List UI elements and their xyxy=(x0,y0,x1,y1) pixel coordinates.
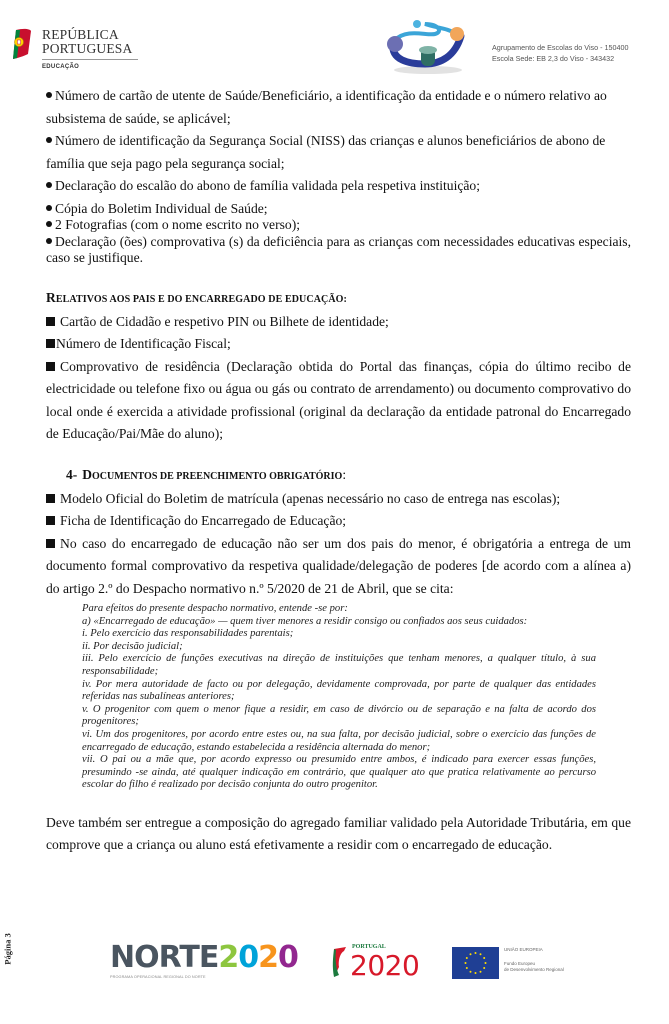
list-item-text: Ficha de Identificação do Encarregado de Educação; xyxy=(60,513,347,528)
list-item xyxy=(46,533,631,601)
eu-fund-line2: de Desenvolvimento Regional xyxy=(504,967,564,972)
list-item xyxy=(46,85,631,130)
quote-line: vii. O pai ou a mãe que, por acordo expresso ou presumido entre ambos, é indicado para exercer essas funções, presumindo -se ainda, até qualquer indicação em contrário, que qualquer ato que pratica relativamente ao percurso escolar do filho é realizado por decisão conjunta do outro progenitor. xyxy=(82,754,596,791)
list-item xyxy=(46,175,631,198)
quote-line: vi. Um dos progenitores, por acordo entre estes ou, na sua falta, por decisão judicial, sobre o exercício das funções de encarregado de educação, estando estabelecida a residência alternada do menor; xyxy=(82,728,596,753)
portugal-year: 2020 xyxy=(350,949,420,982)
republica-portuguesa-logo xyxy=(10,26,160,76)
bullet-icon xyxy=(46,221,52,227)
portugal2020-logo xyxy=(330,943,440,983)
section-number: 4- xyxy=(66,466,78,482)
list-item xyxy=(46,510,631,533)
norte-year-digit: 2 xyxy=(258,940,278,975)
title-colon: : xyxy=(342,466,347,482)
quote-line: iv. Por mera autoridade de facto ou por delegação, devidamente comprovada, por parte de qualquer das entidades referidas nas subalíneas anteriores; xyxy=(82,678,596,703)
bullet-icon xyxy=(46,182,52,188)
eu-title: UNIÃO EUROPEIA xyxy=(504,947,543,952)
mandatory-section-title xyxy=(46,464,631,488)
square-bullet-icon xyxy=(46,317,55,326)
republica-portuguesa-text xyxy=(42,28,132,56)
norte-year-digit: 0 xyxy=(238,940,259,975)
quote-line: v. O progenitor com quem o menor fique a residir, em caso de divórcio ou de separação e na falta de acordo dos progenitores; xyxy=(82,703,596,728)
page-footer xyxy=(0,935,669,990)
school-info xyxy=(492,42,629,64)
parents-documents-list xyxy=(46,311,631,446)
list-item xyxy=(46,130,631,175)
page-header xyxy=(0,0,669,85)
bullet-icon xyxy=(46,92,52,98)
list-item-text: Comprovativo de residência (Declaração obtida do Portal das finanças, cópia do último recibo de electricidade ou telefone fixo ou água ou gás ou contrato de arrendamento) ou documento comprovativo do local onde é exercida a atividade profissional (original da declaração da entidade patronal do Encarregado de Educação/Pai/Mãe do aluno); xyxy=(46,358,631,441)
list-item-text: Número de identificação da Segurança Social (NISS) das crianças e alunos beneficiários de abono de família que seja pago pela segurança social; xyxy=(46,133,606,171)
list-item-text: No caso do encarregado de educação não ser um dos pais do menor, é obrigatória a entrega de um documento formal comprovativo da respetiva qualidade/delegação de poderes [de acordo com a alínea a) do artigo 2.º do Despacho normativo n.º 5/2020 de 21 de Abril, que se cita: xyxy=(46,535,631,596)
square-bullet-icon xyxy=(46,539,55,548)
list-item-text: Cartão de Cidadão e respetivo PIN ou Bilhete de identidade; xyxy=(60,313,389,329)
eu-text xyxy=(504,947,564,973)
document-body xyxy=(46,85,631,856)
republic-line2: PORTUGUESA xyxy=(42,41,133,56)
list-item xyxy=(46,311,631,334)
list-item xyxy=(46,333,631,356)
student-documents-list xyxy=(46,85,631,267)
square-bullet-icon xyxy=(46,362,55,371)
list-item xyxy=(46,356,631,446)
list-item-text: Modelo Oficial do Boletim de matrícula (apenas necessário no caso de entrega nas escolas); xyxy=(60,490,561,506)
school-logo-icon xyxy=(383,14,473,76)
norte-year-digit: 0 xyxy=(277,940,298,975)
list-item-text: Declaração (ões) comprovativa (s) da deficiência para as crianças com necessidades educativas especiais, caso se justifique. xyxy=(46,233,631,265)
list-item-text: Cópia do Boletim Individual de Saúde; xyxy=(55,200,268,216)
legal-quote xyxy=(82,603,596,792)
list-item xyxy=(46,488,631,511)
bullet-icon xyxy=(46,205,52,211)
title-capital: R xyxy=(46,289,56,305)
ministry-label: EDUCAÇÃO xyxy=(42,64,80,70)
list-item-text: Número de Identificação Fiscal; xyxy=(56,336,231,351)
list-item-text: Número de cartão de utente de Saúde/Beneficiário, a identificação da entidade e o número relativo ao subsistema de saúde, se aplicável; xyxy=(46,88,607,126)
quote-line: ii. Por decisão judicial; xyxy=(82,640,183,652)
quote-line: iii. Pelo exercício de funções executivas na direção de instituições que tenham menores, a qualquer título, à sua responsabilidade; xyxy=(82,653,596,677)
quote-line: i. Pelo exercício das responsabilidades parentais; xyxy=(82,628,294,640)
norte-year-digit: 2 xyxy=(218,940,239,975)
list-item xyxy=(46,217,631,234)
list-item-text: 2 Fotografias (com o nome escrito no verso); xyxy=(55,217,301,232)
norte-word: NORTE xyxy=(110,940,219,975)
square-bullet-icon xyxy=(46,516,55,525)
title-rest: ELATIVOS AOS PAIS E DO ENCARREGADO DE EDUCAÇÃO: xyxy=(55,293,347,305)
school-name: Agrupamento de Escolas do Viso - 150400 xyxy=(492,43,629,52)
eu-fund-line1: Fundo Europeu xyxy=(504,961,536,966)
title-rest: OCUMENTOS DE PREENCHIMENTO OBRIGATÓRIO xyxy=(92,470,343,482)
mandatory-documents-list xyxy=(46,488,631,601)
norte-subtitle: PROGRAMA OPERACIONAL REGIONAL DO NORTE xyxy=(110,975,206,979)
quote-line: a) «Encarregado de educação» — quem tiver menores a residir consigo ou confiados aos seus cuidados: xyxy=(82,615,528,627)
parents-section-title xyxy=(46,287,631,311)
list-item-text: Declaração do escalão do abono de família validada pela respetiva instituição; xyxy=(55,178,480,193)
square-bullet-icon xyxy=(46,494,55,503)
quote-line: Para efeitos do presente despacho normativo, entende -se por: xyxy=(82,603,348,614)
title-capital: D xyxy=(82,466,92,482)
logo-divider xyxy=(42,59,138,60)
portugal-label: PORTUGAL xyxy=(352,944,386,950)
eu-flag-icon xyxy=(452,947,499,979)
closing-paragraph: Deve também ser entregue a composição do agregado familiar validado pela Autoridade Tributária, em que comprove que a criança ou aluno está efetivamente a residir com o encarregado de educação. xyxy=(46,814,631,852)
bullet-icon xyxy=(46,238,52,244)
list-item xyxy=(46,234,631,267)
list-item xyxy=(46,201,631,218)
portugal-flag-icon xyxy=(10,28,32,60)
school-seat: Escola Sede: EB 2,3 do Viso - 343432 xyxy=(492,54,615,63)
square-bullet-icon xyxy=(46,339,55,348)
portugal-flag-icon xyxy=(330,947,348,981)
republic-line1: REPÚBLICA xyxy=(42,27,119,42)
bullet-icon xyxy=(46,137,52,143)
page-number-text: Página 3 xyxy=(2,933,13,965)
eu-logo xyxy=(452,947,602,981)
norte2020-logo xyxy=(110,940,320,983)
